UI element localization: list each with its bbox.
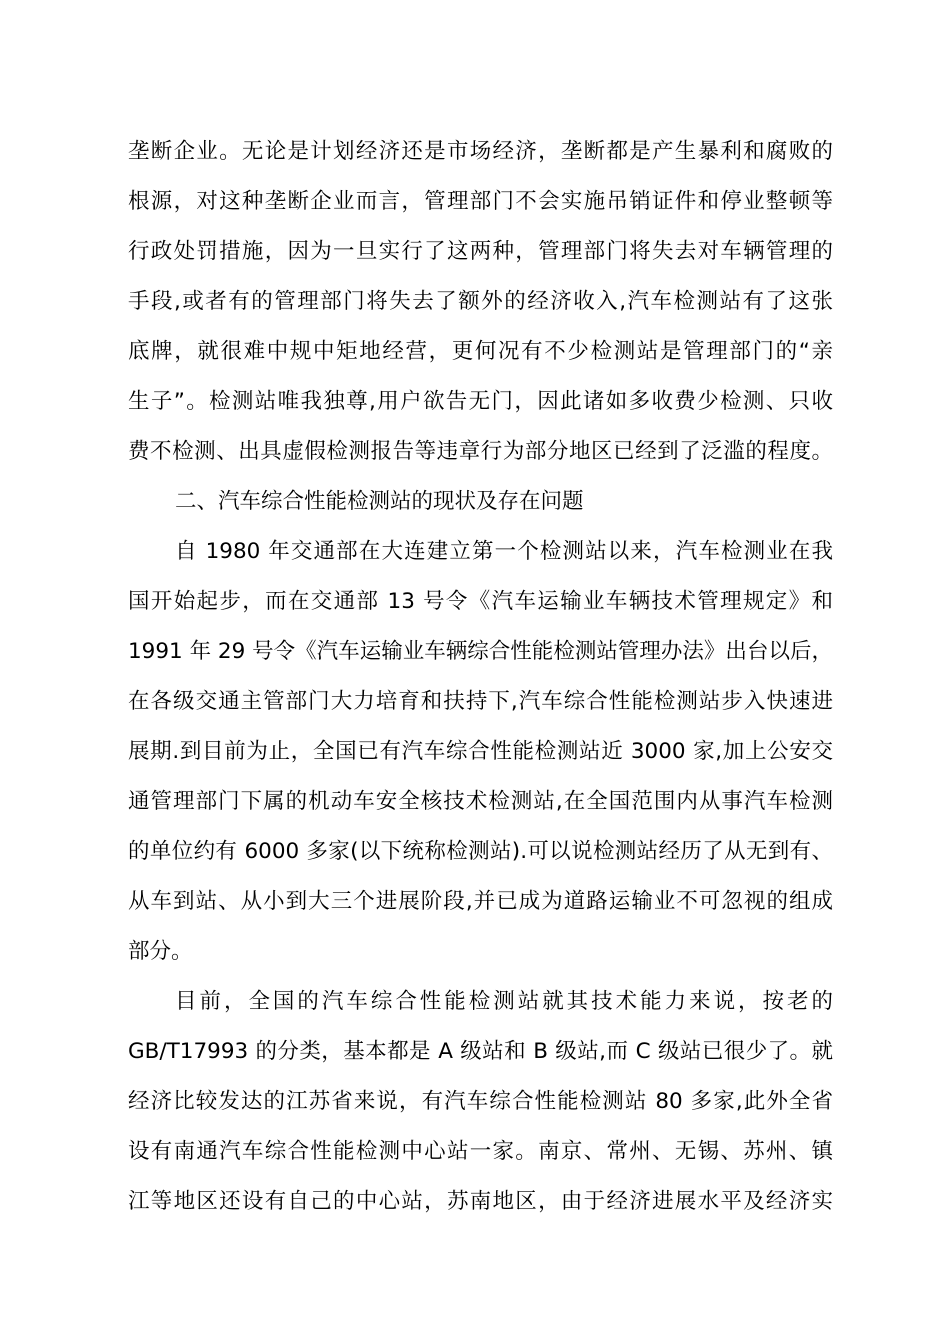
body-text-line: 行政处罚措施，因为一旦实行了这两种，管理部门将失去对车辆管理的 [128,239,833,264]
body-text-line: 国开始起步，而在交通部 13 号令《汽车运输业车辆技术管理规定》和 [128,589,833,614]
body-text-line: 江等地区还设有自己的中心站，苏南地区，由于经济进展水平及经济实 [128,1189,833,1214]
body-text-line: 从车到站、从小到大三个进展阶段,并已成为道路运输业不可忽视的组成 [128,889,833,914]
body-text-line: 部分。 [128,939,193,964]
body-text-line: 自 1980 年交通部在大连建立第一个检测站以来，汽车检测业在我 [175,539,833,564]
body-text-line: 通管理部门下属的机动车安全核技术检测站,在全国范围内从事汽车检测 [128,789,833,814]
body-text-line: 手段,或者有的管理部门将失去了额外的经济收入,汽车检测站有了这张 [128,289,833,314]
body-text-line: 1991 年 29 号令《汽车运输业车辆综合性能检测站管理办法》出台以后， [128,639,833,664]
section-heading: 二、汽车综合性能检测站的现状及存在问题 [175,489,584,514]
body-text-line: 垄断企业。无论是计划经济还是市场经济，垄断都是产生暴利和腐败的 [128,139,833,164]
body-text-line: GB/T17993 的分类，基本都是 A 级站和 B 级站,而 C 级站已很少了。就 [128,1039,833,1064]
body-text-line: 展期.到目前为止，全国已有汽车综合性能检测站近 3000 家,加上公安交 [128,739,833,764]
body-text-line: 费不检测、出具虚假检测报告等违章行为部分地区已经到了泛滥的程度。 [128,439,833,464]
body-text-line: 生子”。检测站唯我独尊,用户欲告无门，因此诸如多收费少检测、只收 [128,389,833,414]
body-text-line: 目前，全国的汽车综合性能检测站就其技术能力来说，按老的 [175,989,833,1014]
body-text-line: 设有南通汽车综合性能检测中心站一家。南京、常州、无锡、苏州、镇 [128,1139,833,1164]
body-text-line: 在各级交通主管部门大力培育和扶持下,汽车综合性能检测站步入快速进 [128,689,833,714]
body-text-line: 经济比较发达的江苏省来说，有汽车综合性能检测站 80 多家,此外全省 [128,1089,833,1114]
body-text-line: 底牌，就很难中规中矩地经营，更何况有不少检测站是管理部门的“亲 [128,339,833,364]
body-text-line: 根源，对这种垄断企业而言，管理部门不会实施吊销证件和停业整顿等 [128,189,833,214]
body-text-line: 的单位约有 6000 多家(以下统称检测站).可以说检测站经历了从无到有、 [128,839,833,864]
